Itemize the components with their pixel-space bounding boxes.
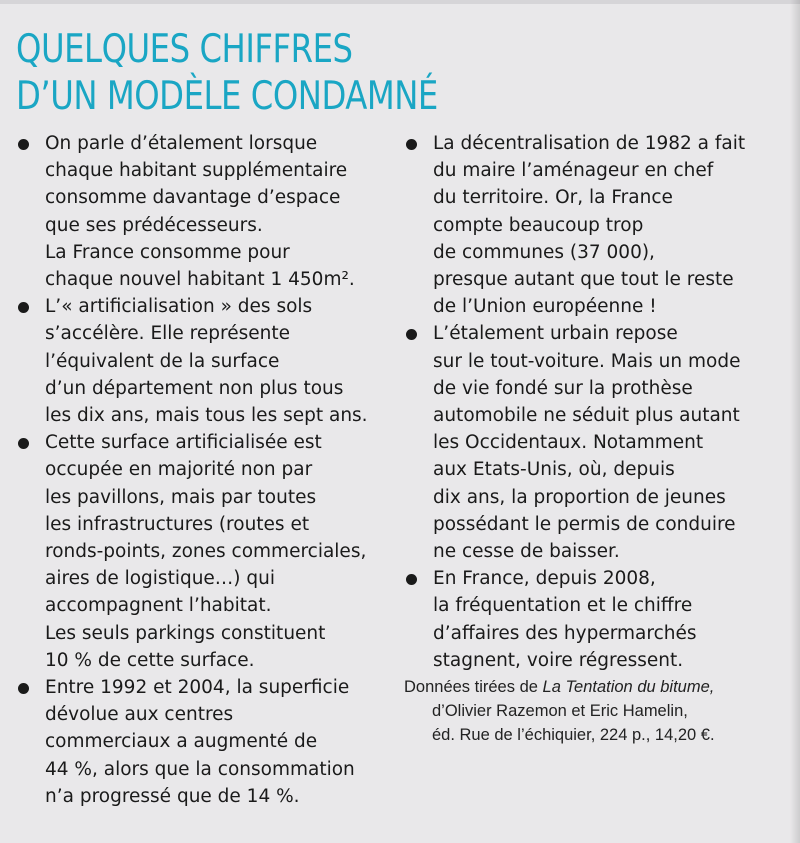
page-top-edge — [0, 0, 800, 4]
bullet-dot-icon — [18, 302, 29, 313]
bullet-dot-icon — [18, 683, 29, 694]
text-line: d’un département non plus tous — [45, 377, 344, 399]
text-line: de l’Union européenne ! — [433, 296, 657, 318]
bullet-item — [404, 565, 800, 674]
text-line: stagnent, voire régressent. — [433, 649, 684, 671]
text-line: du territoire. Or, la France — [433, 187, 673, 209]
text-line: d’affaires des hypermarchés — [433, 622, 697, 644]
text-line: aires de logistique…) qui — [45, 568, 276, 590]
text-line: les Occidentaux. Notamment — [433, 432, 704, 454]
text-line: les infrastructures (routes et — [45, 513, 310, 535]
article-title — [16, 26, 475, 120]
text-line: la fréquentation et le chiffre — [433, 595, 693, 617]
source-line-3: éd. Rue de l’échiquier, 224 p., 14,20 €. — [432, 726, 715, 745]
bullet-item — [16, 130, 388, 293]
source-prefix: Données tirées de — [404, 678, 543, 697]
text-line: ronds-points, zones commerciales, — [45, 541, 367, 563]
text-line: L’étalement urbain repose — [433, 323, 678, 345]
text-line: automobile ne séduit plus autant — [433, 405, 740, 427]
bullet-dot-icon — [18, 139, 29, 150]
source-book-title: La Tentation du bitume, — [542, 678, 715, 697]
bullet-dot-icon — [406, 574, 417, 585]
bullet-item — [16, 429, 388, 674]
bullet-item — [404, 130, 800, 320]
text-line: compte beaucoup trop — [433, 214, 644, 236]
bullet-item — [404, 320, 800, 565]
text-line: chaque habitant supplémentaire — [45, 160, 348, 182]
text-line: ne cesse de baisser. — [433, 541, 620, 563]
right-column-items — [404, 130, 800, 674]
text-line: les dix ans, mais tous les sept ans. — [45, 405, 368, 427]
text-line: Les seuls parkings constituent — [45, 622, 326, 644]
left-column — [16, 130, 388, 810]
text-line: La décentralisation de 1982 a fait — [433, 133, 746, 154]
text-line: s’accélère. Elle représente — [45, 323, 290, 345]
text-line: aux Etats-Unis, où, depuis — [433, 459, 675, 481]
bullet-dot-icon — [18, 438, 29, 449]
text-line: du maire l’aménageur en chef — [433, 160, 714, 182]
bullet-text — [45, 130, 388, 293]
bullet-item — [16, 293, 388, 429]
text-line: Cette surface artificialisée est — [45, 432, 322, 454]
title-line-1: QUELQUES CHIFFRES — [16, 27, 353, 72]
text-line: commerciaux a augmenté de — [45, 731, 318, 753]
text-line: dix ans, la proportion de jeunes — [433, 486, 726, 508]
bullet-text — [433, 130, 800, 320]
text-line: dévolue aux centres — [45, 704, 234, 726]
text-line: accompagnent l’habitat. — [45, 595, 272, 617]
text-line: En France, depuis 2008, — [433, 568, 656, 590]
text-line: l’équivalent de la surface — [45, 350, 280, 372]
text-line: de vie fondé sur la prothèse — [433, 377, 693, 399]
bullet-text — [45, 674, 388, 810]
text-line: possédant le permis de conduire — [433, 513, 736, 535]
bullet-dot-icon — [406, 139, 417, 150]
text-line: On parle d’étalement lorsque — [45, 133, 318, 154]
text-line: Entre 1992 et 2004, la superficie — [45, 677, 350, 699]
right-column — [404, 130, 800, 747]
text-line: sur le tout-voiture. Mais un mode — [433, 350, 741, 372]
title-line-2: D’UN MODÈLE CONDAMNÉ — [16, 74, 438, 119]
text-line: que ses prédécesseurs. — [45, 214, 263, 236]
text-line: 44 %, alors que la consommation — [45, 758, 355, 780]
text-line: occupée en majorité non par — [45, 459, 313, 481]
text-line: n’a progressé que de 14 %. — [45, 785, 300, 807]
bullet-text — [45, 293, 388, 429]
text-line: 10 % de cette surface. — [45, 649, 255, 671]
text-line: chaque nouvel habitant 1 450m². — [45, 269, 355, 291]
text-line: les pavillons, mais par toutes — [45, 486, 317, 508]
bullet-text — [433, 320, 800, 565]
bullet-dot-icon — [406, 329, 417, 340]
text-line: presque autant que tout le reste — [433, 269, 734, 291]
source-line-1 — [404, 675, 800, 699]
bullet-text — [433, 565, 800, 674]
text-line: de communes (37 000), — [433, 241, 655, 263]
bullet-item — [16, 674, 388, 810]
source-line-2: d’Olivier Razemon et Eric Hamelin, — [432, 702, 688, 721]
text-line: consomme davantage d’espace — [45, 187, 341, 209]
text-line: L’« artificialisation » des sols — [45, 296, 313, 318]
bullet-text — [45, 429, 388, 674]
source-credit — [404, 675, 800, 747]
text-line: La France consomme pour — [45, 241, 290, 263]
